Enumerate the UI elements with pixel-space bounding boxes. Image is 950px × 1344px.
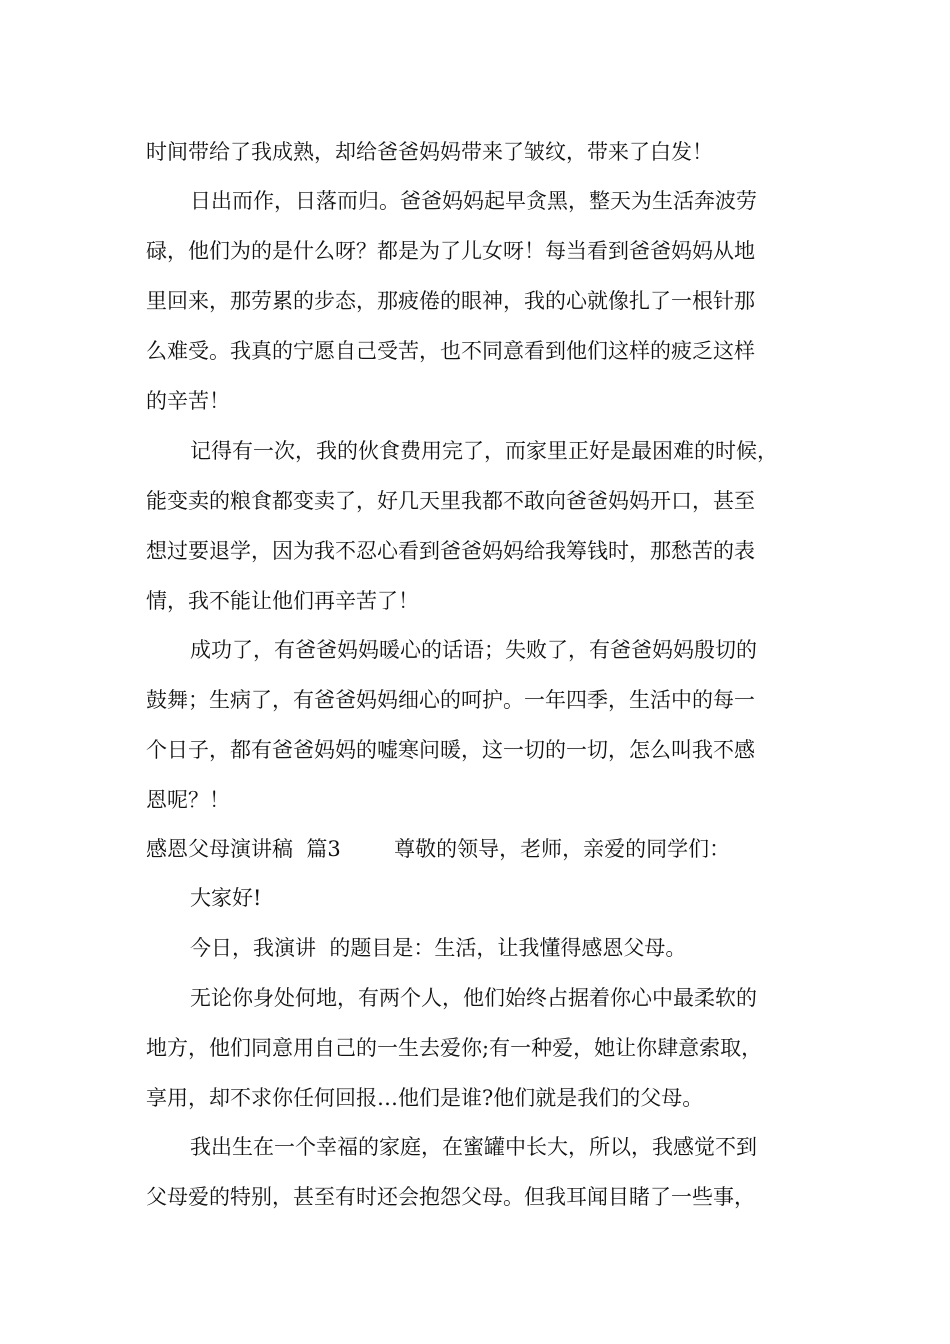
- text-line: 无论你身处何地，有两个人，他们始终占据着你心中最柔软的: [190, 986, 757, 1010]
- text-line: 地方，他们同意用自己的一生去爱你;有一种爱，她让你肆意索取，: [146, 1036, 763, 1060]
- text-line: 父母爱的特别，甚至有时还会抱怨父母。但我耳闻目睹了一些事，: [146, 1185, 755, 1209]
- text-line: 时间带给了我成熟，却给爸爸妈妈带来了皱纹，带来了白发！: [146, 140, 713, 164]
- text-line: 我出生在一个幸福的家庭，在蜜罐中长大，所以，我感觉不到: [190, 1135, 757, 1159]
- text-line: 个日子，都有爸爸妈妈的嘘寒问暖，这一切的一切，怎么叫我不感: [146, 738, 755, 762]
- text-line: 记得有一次，我的伙食费用完了，而家里正好是最困难的时候，: [190, 439, 778, 463]
- text-line: 享用，却不求你任何回报…他们是谁?他们就是我们的父母。: [146, 1086, 704, 1110]
- text-line: 么难受。我真的宁愿自己受苦，也不同意看到他们这样的疲乏这样: [146, 339, 755, 363]
- text-line: 今日，我演讲 的题目是：生活，让我懂得感恩父母。: [190, 936, 687, 960]
- text-line: 的辛苦！: [146, 389, 230, 413]
- text-line: 碌，他们为的是什么呀？都是为了儿女呀！每当看到爸爸妈妈从地: [146, 239, 755, 263]
- text-line: 里回来，那劳累的步态，那疲倦的眼神，我的心就像扎了一根针那: [146, 289, 755, 313]
- text-line: 能变卖的粮食都变卖了，好几天里我都不敢向爸爸妈妈开口，甚至: [146, 489, 755, 513]
- text-line: 成功了，有爸爸妈妈暖心的话语；失败了，有爸爸妈妈殷切的: [190, 638, 757, 662]
- text-line: 情，我不能让他们再辛苦了！: [146, 589, 419, 613]
- section-heading-line: 感恩父母演讲稿 篇3 尊敬的领导，老师，亲爱的同学们：: [146, 837, 731, 861]
- text-line: 大家好!: [190, 886, 262, 910]
- text-line: 日出而作，日落而归。爸爸妈妈起早贪黑，整天为生活奔波劳: [190, 189, 757, 213]
- text-line: 恩呢？！: [146, 788, 230, 812]
- text-line: 想过要退学，因为我不忍心看到爸爸妈妈给我筹钱时，那愁苦的表: [146, 539, 755, 563]
- text-line: 鼓舞；生病了，有爸爸妈妈细心的呵护。一年四季，生活中的每一: [146, 688, 755, 712]
